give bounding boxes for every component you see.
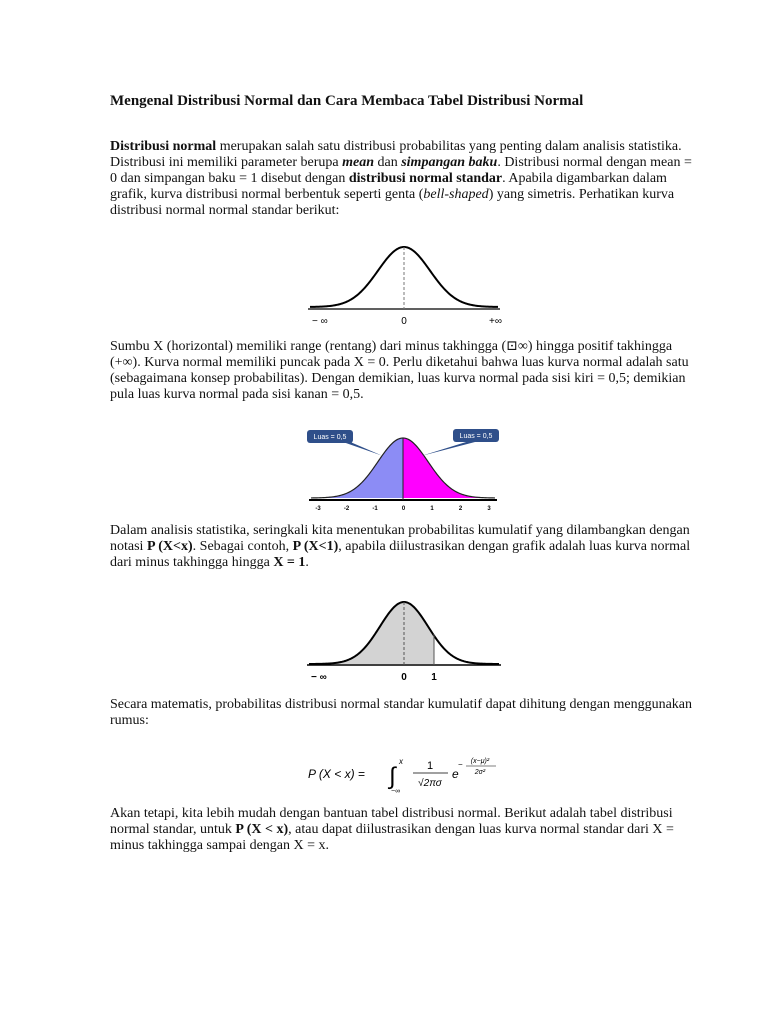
notation-p-x-less-x: P (X < x) <box>235 822 289 837</box>
label-minus-infinity: − ∞ <box>311 672 327 683</box>
notation-x-equals-1: X = 1 <box>273 555 306 570</box>
tick-labels <box>315 506 491 512</box>
label-zero: 0 <box>401 316 407 327</box>
tick-label: 0 <box>401 506 406 512</box>
page-title: Mengenal Distribusi Normal dan Cara Membaca Tabel Distribusi Normal <box>110 93 584 109</box>
notation-p-x-less-1: P (X<1) <box>292 539 339 554</box>
tick-label: 1 <box>430 506 434 512</box>
term-distribusi-normal-standar: distribusi normal standar <box>348 171 503 186</box>
tick-label: 2 <box>458 506 463 512</box>
figure-cumulative-curve <box>303 594 505 684</box>
exponent-minus: − <box>458 760 463 769</box>
formula-lhs: P (X < x) = <box>308 767 365 781</box>
label-plus-infinity: +∞ <box>489 316 502 327</box>
tick-label: -3 <box>315 506 321 512</box>
cumulative-formula <box>308 754 508 799</box>
figure-normal-curve <box>300 238 510 330</box>
tick-label: 3 <box>487 506 491 512</box>
exponent-denominator: 2σ² <box>474 769 486 776</box>
tick-label: -1 <box>372 506 378 512</box>
label-zero: 0 <box>401 672 407 683</box>
term-bell-shaped: bell-shaped <box>423 187 489 202</box>
integral-lower-limit: −∞ <box>391 788 401 795</box>
exponent-numerator: (x−μ)² <box>470 758 490 765</box>
term-simpangan-baku: simpangan baku <box>401 155 498 170</box>
integral-upper-limit: x <box>399 757 403 766</box>
fraction-denominator: √2πσ <box>418 778 442 789</box>
fraction-numerator: 1 <box>426 760 434 772</box>
shaded-area <box>309 602 434 664</box>
term-distribusi-normal: Distribusi normal <box>110 139 217 154</box>
paragraph-sumbu-x: Sumbu X (horizontal) memiliki range (rentang) dari minus takhingga (⊡∞) hingga positif takhingga (+∞). Kurva normal memiliki puncak pada X = 0. Perlu diketahui bahwa luas kurva normal adalah satu (sebagaimana konsep probabilitas). Dengan demikian, luas kurva normal pada sisi kiri = 0,5; demikian pula luas kurva normal pada sisi kanan = 0,5. <box>110 339 689 402</box>
paragraph-rumus: Secara matematis, probabilitas distribusi normal standar kumulatif dapat dihitung dengan menggunakan rumus: <box>110 697 693 728</box>
integral-sign: ∫ <box>389 763 396 790</box>
callout-left-label: Luas = 0,5 <box>313 434 347 441</box>
paragraph-tabel: Akan tetapi, kita lebih mudah dengan bantuan tabel distribusi normal. Berikut adalah tabel distribusi normal standar, untuk P (X < x), atau dapat diilustrasikan dengan luas kurva normal standar dari X = minus takhingga sampai dengan X = x. <box>110 806 674 853</box>
exponential-base: e <box>452 767 459 781</box>
notation-p-x-less-x: P (X<x) <box>146 539 193 554</box>
tick-label: -2 <box>343 506 350 512</box>
callout-right-label: Luas = 0,5 <box>459 433 493 440</box>
label-one: 1 <box>431 672 437 683</box>
paragraph-kumulatif: Dalam analisis statistika, seringkali kita menentukan probabilitas kumulatif yang dilambangkan dengan notasi P (X<x). Sebagai contoh, P (X<1), apabila diilustrasikan dengan grafik adalah luas kurva normal dari minus takhingga hingga X = 1. <box>110 523 691 570</box>
term-mean: mean <box>342 155 374 170</box>
figure-two-halves <box>303 424 503 514</box>
paragraph-intro: Distribusi normal merupakan salah satu distribusi probabilitas yang penting dalam analisis statistika. Distribusi ini memiliki parameter berupa mean dan simpangan baku. Distribusi normal dengan mean = 0 dan simpangan baku = 1 disebut dengan distribusi normal standar. Apabila digambarkan dalam grafik, kurva distribusi normal berbentuk seperti genta (bell-shaped) yang simetris. Perhatikan kurva distribusi normal normal standar berikut: <box>110 139 692 218</box>
label-minus-infinity: − ∞ <box>312 316 328 327</box>
